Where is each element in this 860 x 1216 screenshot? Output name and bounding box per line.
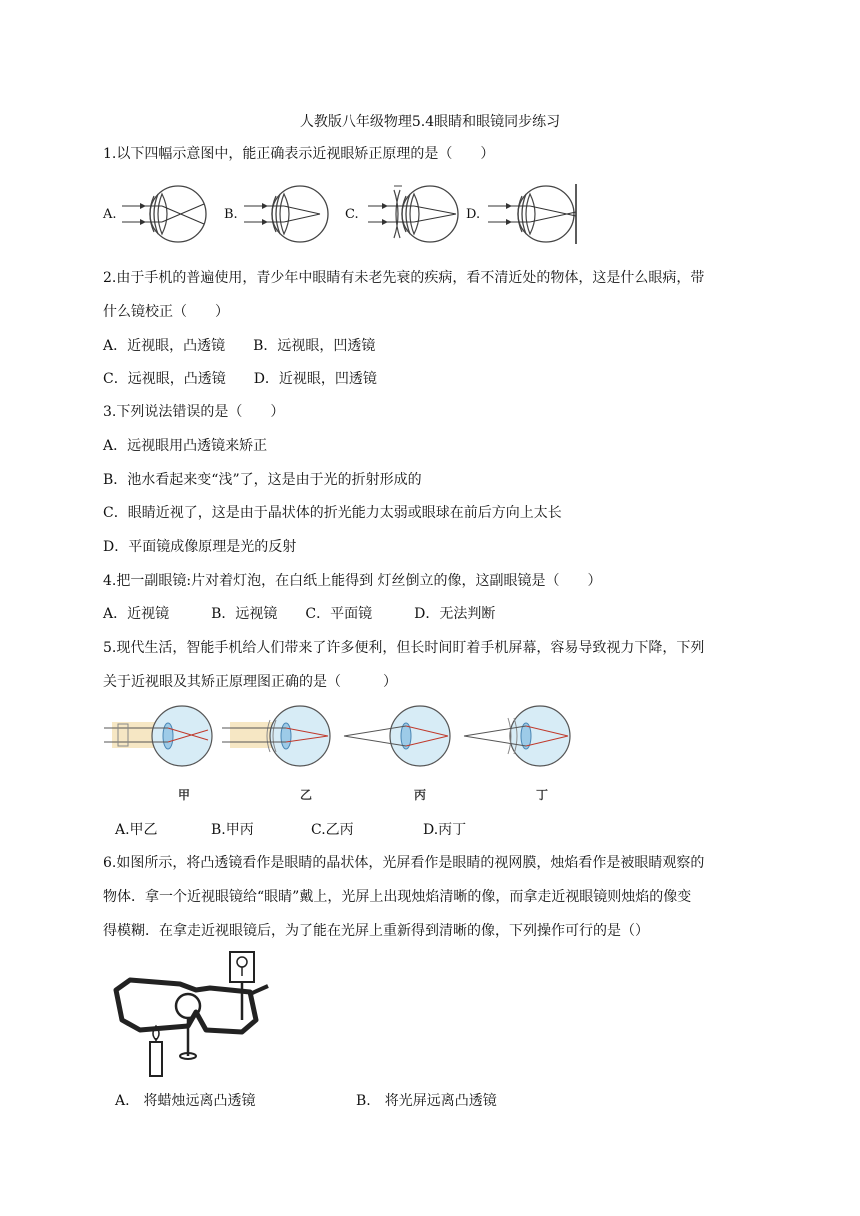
q2-options-line2: C．远视眼，凸透镜 D．近视眼，凹透镜	[103, 371, 377, 387]
q5-caption-yi: 乙	[300, 788, 313, 802]
q5-figure-bing	[342, 710, 454, 776]
q1-figure-d	[484, 182, 584, 246]
q1-figure-c	[364, 180, 464, 246]
q5-option-b: B.甲丙	[211, 822, 254, 838]
q2-options-line1: A．近视眼，凸透镜 B．远视眼，凹透镜	[103, 338, 376, 354]
q1-figure-b	[240, 182, 336, 246]
q5-option-a: A.甲乙	[115, 822, 158, 838]
q6-glasses-experiment-figure	[110, 950, 280, 1080]
q6-stem-line1: 6.如图所示，将凸透镜看作是眼睛的晶状体，光屏看作是眼睛的视网膜，烛焰看作是被眼睛观察的	[103, 855, 705, 871]
q5-option-d: D.丙丁	[423, 822, 467, 838]
q3-option-b: B．池水看起来变“浅”了，这是由于光的折射形成的	[103, 472, 422, 488]
q3-stem: 3.下列说法错误的是（ ）	[103, 404, 285, 420]
q4-stem: 4.把一副眼镜:片对着灯泡，在白纸上能得到 灯丝倒立的像，这副眼镜是（ ）	[103, 573, 602, 589]
q2-stem-line2: 什么镜校正（ ）	[103, 304, 229, 320]
q5-caption-ding: 丁	[536, 788, 549, 802]
q1-label-a: A.	[103, 207, 117, 222]
q1-label-c: C.	[345, 207, 359, 222]
q3-option-c: C．眼睛近视了，这是由于晶状体的折光能力太弱或眼球在前后方向上太长	[103, 505, 562, 521]
q5-stem-line2: 关于近视眼及其矫正原理图正确的是（ ）	[103, 674, 397, 690]
page-title: 人教版八年级物理5.4眼睛和眼镜同步练习	[299, 114, 561, 130]
q1-figure-a	[118, 182, 214, 246]
q5-figure-yi	[222, 710, 334, 776]
q6-stem-line3: 得模糊．在拿走近视眼镜后，为了能在光屏上重新得到清晰的像，下列操作可行的是（）	[103, 923, 649, 939]
q5-caption-jia: 甲	[178, 788, 191, 802]
q2-stem-line1: 2.由于手机的普遍使用，青少年中眼睛有未老先衰的疾病，看不清近处的物体，这是什么眼病，带	[103, 270, 705, 286]
q4-options: A．近视镜 B．远视镜 C．平面镜 D．无法判断	[103, 606, 496, 622]
q3-option-d: D．平面镜成像原理是光的反射	[103, 539, 297, 555]
q1-stem: 1.以下四幅示意图中，能正确表示近视眼矫正原理的是（ ）	[103, 146, 495, 162]
q6-option-a: A. 将蜡烛远离凸透镜	[115, 1093, 256, 1109]
q3-option-a: A．远视眼用凸透镜来矫正	[103, 438, 268, 454]
q5-option-c: C.乙丙	[311, 822, 354, 838]
q5-figure-ding	[462, 710, 574, 776]
q5-figure-jia	[104, 710, 216, 776]
q5-caption-bing: 丙	[414, 788, 427, 802]
q6-stem-line2: 物体．拿一个近视眼镜给“眼睛”戴上，光屏上出现烛焰清晰的像，而拿走近视眼镜则烛焰的像变	[103, 889, 692, 905]
q1-label-d: D.	[466, 207, 481, 222]
q1-label-b: B.	[224, 207, 238, 222]
q5-stem-line1: 5.现代生活，智能手机给人们带来了许多便利，但长时间盯着手机屏幕，容易导致视力下降，下列	[103, 640, 705, 656]
q6-option-b: B. 将光屏远离凸透镜	[356, 1093, 497, 1109]
